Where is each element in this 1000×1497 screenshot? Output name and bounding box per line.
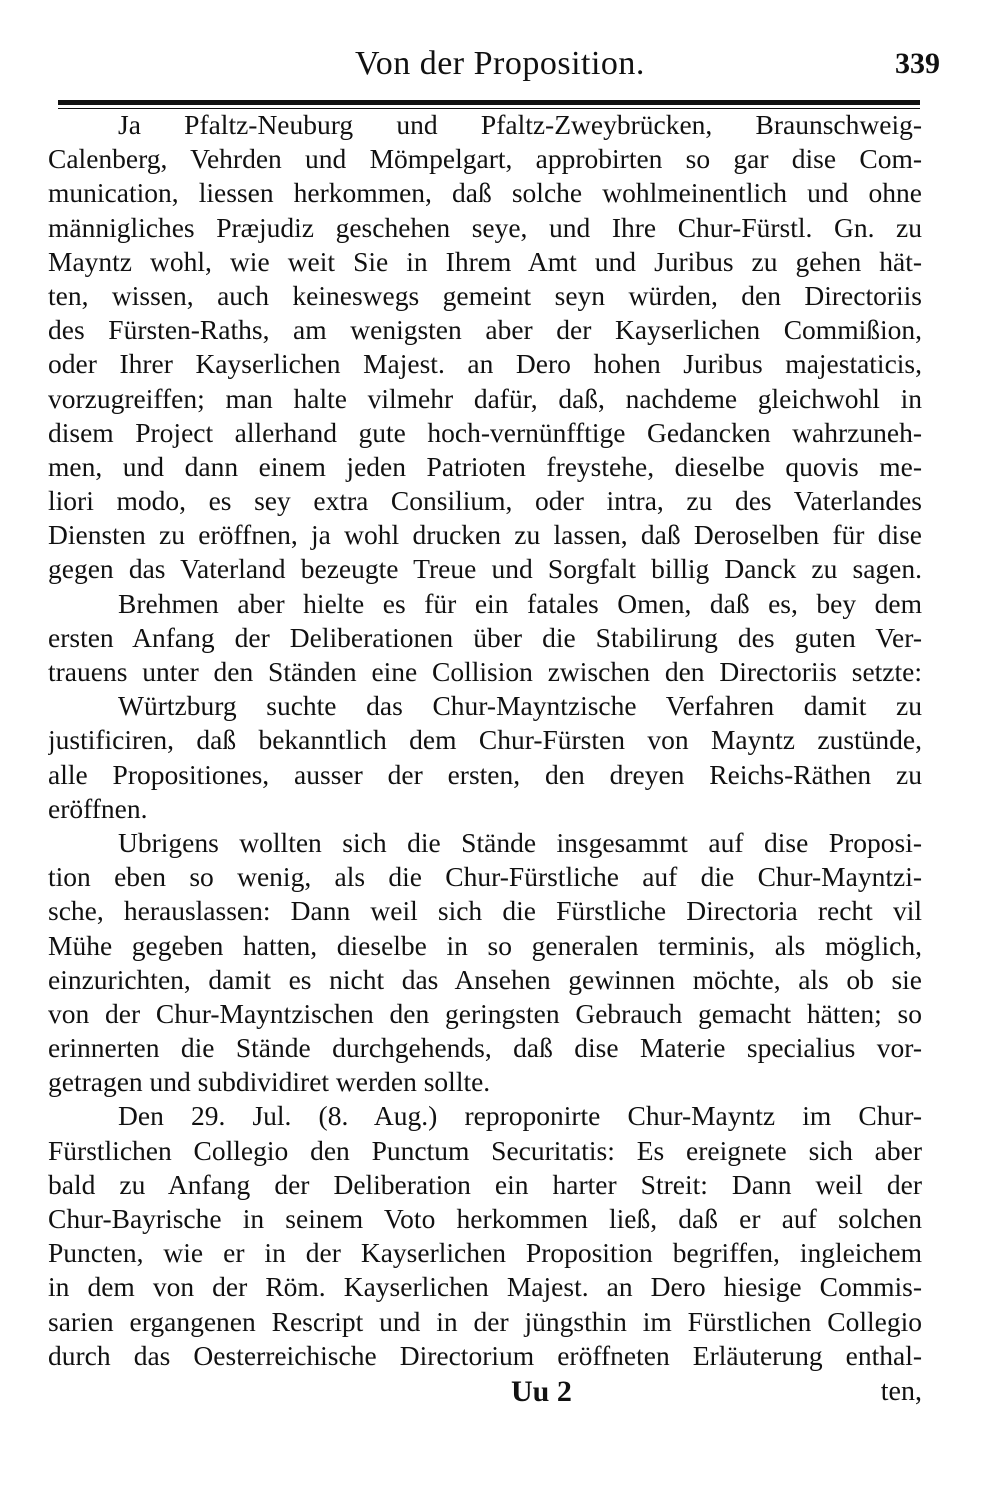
text-line: bald zu Anfang der Deliberation ein harter Streit: Dann weil der (48, 1168, 922, 1200)
body-text (48, 108, 922, 1373)
text-line: Diensten zu eröffnen, ja wohl drucken zu lassen, daß Deroselben für dise (48, 519, 922, 551)
text-line: des Fürsten-Raths, am wenigsten aber der Kayserlichen Commißion, (48, 314, 922, 346)
text-line: durch das Oesterreichische Directorium eröffneten Erläuterung enthal- (48, 1339, 922, 1371)
text-line: alle Propositiones, ausser der ersten, den dreyen Reichs-Räthen zu (48, 758, 922, 790)
text-line: ersten Anfang der Deliberationen über die Stabilirung des guten Ver- (48, 621, 922, 653)
text-line: eröffnen. (48, 792, 148, 824)
text-line: Puncten, wie er in der Kayserlichen Proposition begriffen, ingleichem (48, 1237, 922, 1269)
page-number: 339 (895, 47, 940, 80)
text-line: von der Chur-Mayntzischen den geringsten Gebrauch gemacht hätten; so (48, 997, 922, 1029)
text-line: disem Project allerhand gute hoch-vernünfftige Gedancken wahrzuneh- (48, 416, 922, 448)
text-line: Ja Pfaltz-Neuburg und Pfaltz-Zweybrücken, Braunschweig- (118, 109, 922, 140)
catchword: ten, (880, 1376, 922, 1407)
text-line: justificiren, daß bekanntlich dem Chur-Fürsten von Mayntz zustünde, (48, 724, 922, 756)
text-line: munication, liessen herkommen, daß solche wohlmeinentlich und ohne (48, 177, 922, 209)
text-line: getragen und subdividiret werden sollte. (48, 1066, 491, 1098)
text-line: Brehmen aber hielte es für ein fatales Omen, daß es, bey dem (118, 587, 922, 619)
text-line: Mayntz wohl, wie weit Sie in Ihrem Amt und Juribus zu gehen hät- (48, 245, 922, 277)
signature-mark: Uu 2 (511, 1375, 572, 1408)
text-line: ten, wissen, auch keineswegs gemeint seyn würden, den Directoriis (48, 279, 922, 311)
text-line: Chur-Bayrische in seinem Voto herkommen ließ, daß er auf solchen (48, 1203, 922, 1234)
text-line: männigliches Præjudiz geschehen seye, und Ihre Chur-Fürstl. Gn. zu (48, 211, 922, 243)
text-line: tion eben so wenig, als die Chur-Fürstliche auf die Chur-Mayntzi- (48, 861, 922, 893)
text-line: Calenberg, Vehrden und Mömpelgart, approbirten so gar dise Com- (48, 143, 922, 175)
text-line: liori modo, es sey extra Consilium, oder intra, zu des Vaterlandes (48, 485, 922, 517)
text-line: Würtzburg suchte das Chur-Mayntzische Verfahren damit zu (118, 690, 922, 722)
text-line: Den 29. Jul. (8. Aug.) reproponirte Chur-Mayntz im Chur- (118, 1100, 922, 1132)
text-line: oder Ihrer Kayserlichen Majest. an Dero hohen Juribus majestaticis, (48, 348, 922, 380)
text-line: sarien ergangenen Rescript und in der jüngsthin im Fürstlichen Collegio (48, 1305, 922, 1337)
text-line: gegen das Vaterland bezeugte Treue und Sorgfalt billig Danck zu sagen. (48, 553, 922, 585)
text-line: men, und dann einem jeden Patrioten freystehe, dieselbe quovis me- (48, 450, 922, 482)
running-head (60, 42, 940, 90)
text-line: erinnerten die Stände durchgehends, daß dise Materie specialius vor- (48, 1032, 922, 1064)
text-line: trauens unter den Ständen eine Collision zwischen den Directoriis setzte: (48, 656, 922, 687)
text-line: einzurichten, damit es nicht das Ansehen gewinnen möchte, als ob sie (48, 963, 922, 995)
text-line: vorzugreiffen; man halte vilmehr dafür, daß, nachdeme gleichwohl in (48, 382, 922, 414)
text-line: Mühe gegeben hatten, dieselbe in so generalen terminis, als möglich, (48, 929, 922, 961)
text-line: Ubrigens wollten sich die Stände insgesammt auf dise Proposi- (118, 826, 922, 858)
text-line: Fürstlichen Collegio den Punctum Securitatis: Es ereignete sich aber (48, 1134, 922, 1166)
page-footer (48, 1372, 922, 1412)
text-line: in dem von der Röm. Kayserlichen Majest. an Dero hiesige Commis- (48, 1271, 922, 1303)
text-line: sche, herauslassen: Dann weil sich die Fürstliche Directoria recht vil (48, 895, 922, 927)
running-title: Von der Proposition. (355, 45, 645, 82)
header-rule (58, 100, 920, 105)
